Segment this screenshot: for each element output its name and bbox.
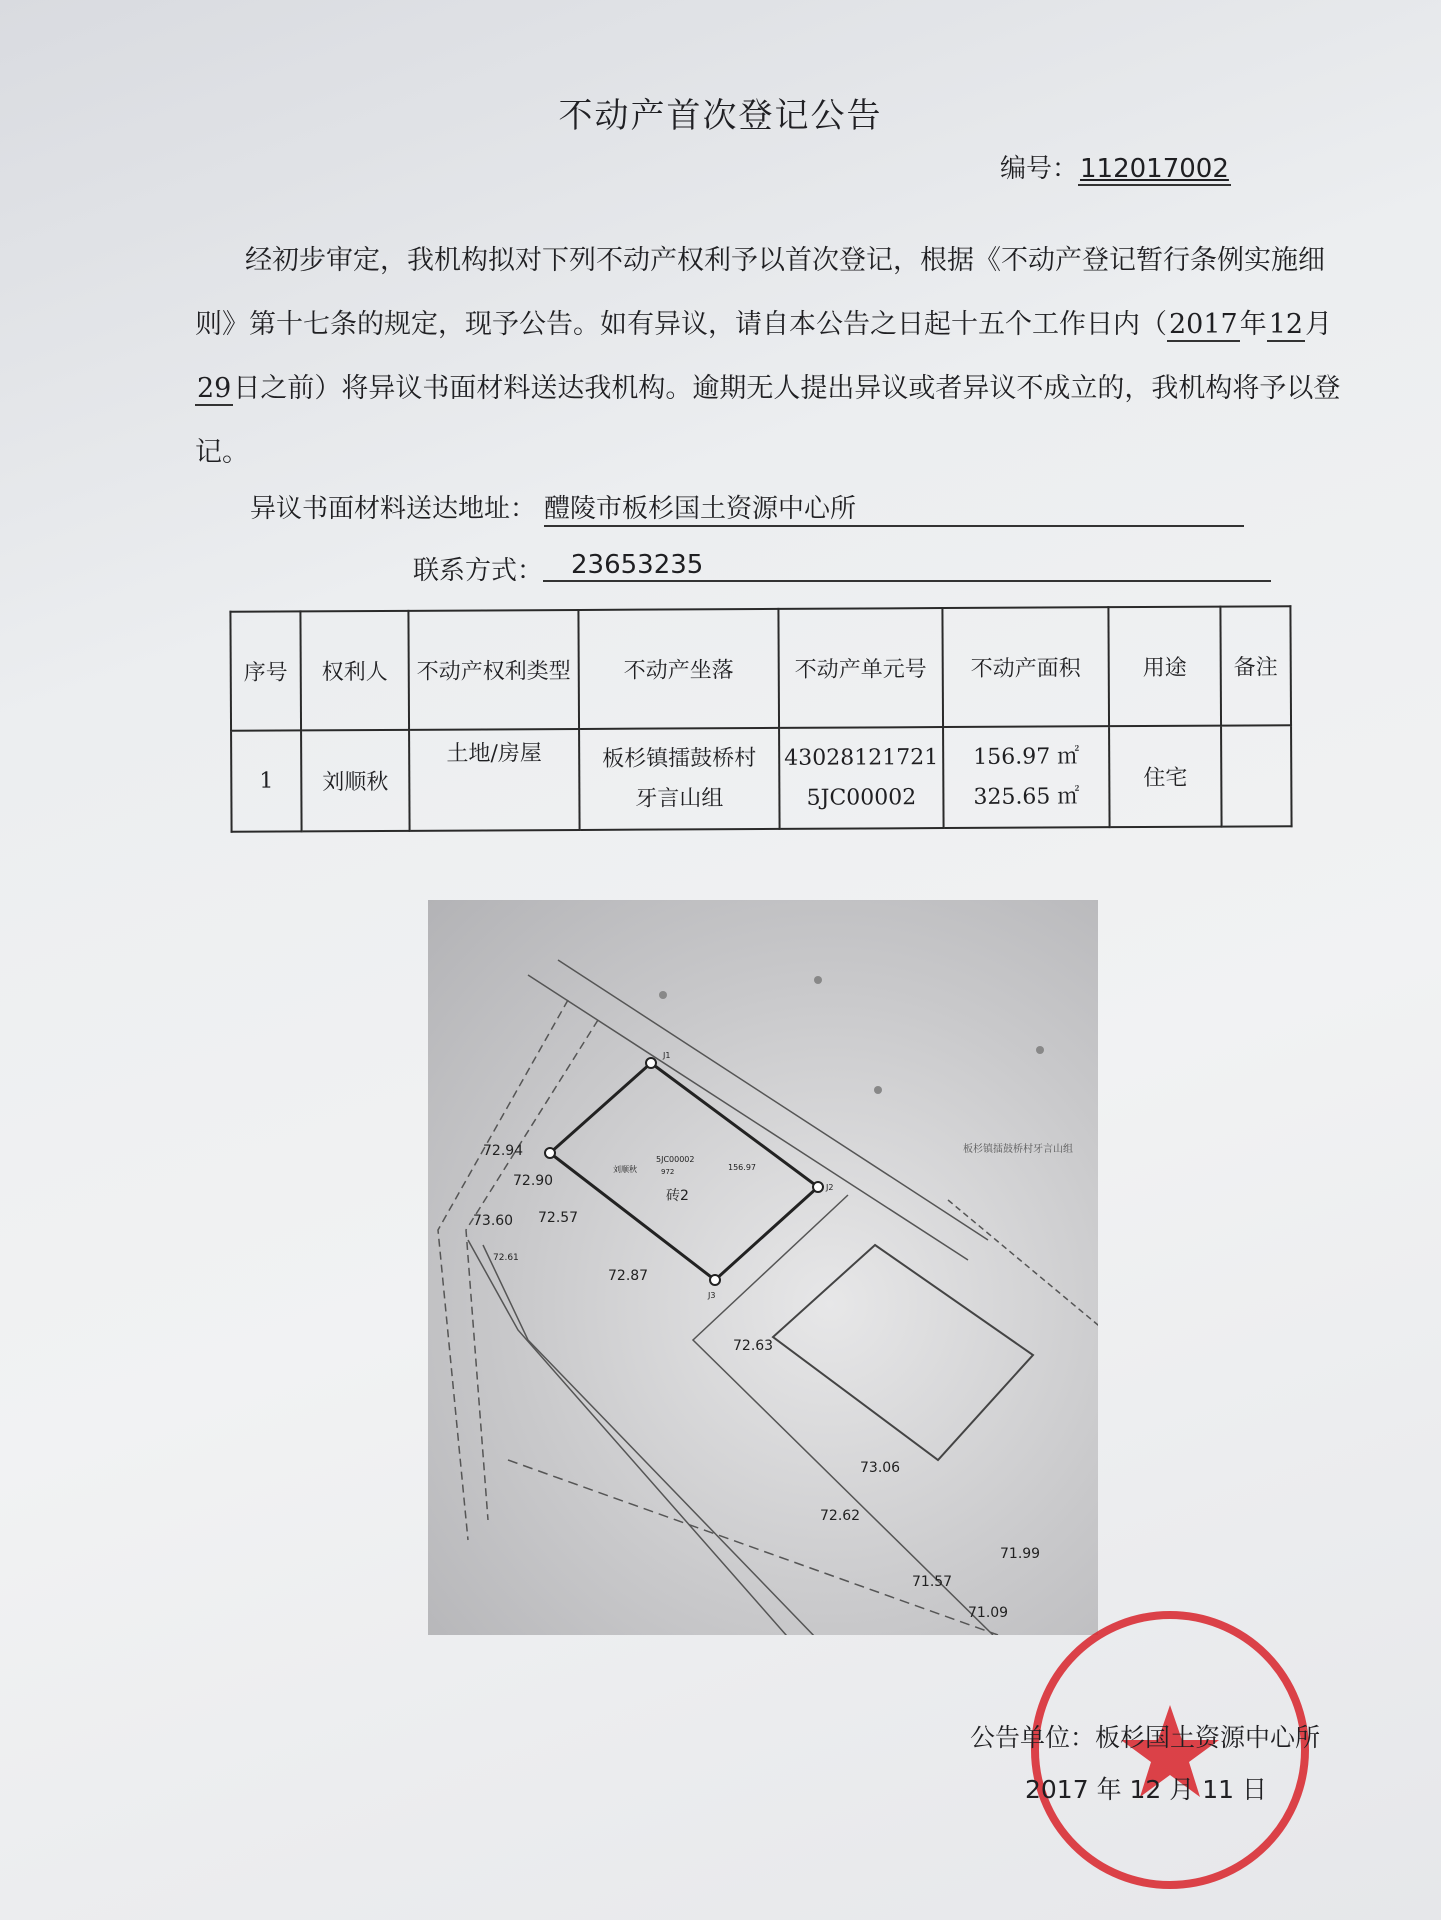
- parcel-code: 5JC00002: [656, 1155, 695, 1164]
- deadline-day: 29: [197, 373, 232, 404]
- issuing-unit-label: 公告单位：: [970, 1723, 1096, 1752]
- header-usage: 用途: [1108, 607, 1221, 727]
- unit-line-1: 43028121721: [784, 744, 939, 771]
- elev-label: 72.62: [820, 1508, 861, 1524]
- corner-label: J1: [663, 1051, 671, 1060]
- parcel-owner: 刘顺秋: [613, 1165, 637, 1174]
- parcel-area: 156.97: [728, 1163, 756, 1172]
- serial-label: 编号：: [1000, 154, 1079, 184]
- elev-label: 72.61: [493, 1253, 519, 1263]
- elev-label: 71.09: [968, 1605, 1009, 1621]
- year-unit: 年: [1239, 309, 1267, 340]
- header-note: 备注: [1220, 606, 1291, 725]
- deadline-year: 2017: [1169, 309, 1238, 340]
- elev-label: 72.63: [733, 1338, 774, 1354]
- elev-label: 73.06: [860, 1460, 901, 1476]
- elev-label: 71.99: [1000, 1546, 1041, 1562]
- header-unit-no: 不动产单元号: [778, 608, 943, 728]
- issue-date: 2017 年 12 月 11 日: [1025, 1775, 1267, 1804]
- body-line-3-text: 日之前）将异议书面材料送达我机构。逾期无人提出异议或者异议不成立的，我机构将予以登: [233, 373, 1341, 404]
- region-label: 板杉镇擂鼓桥村牙言山组: [963, 1144, 1073, 1155]
- contact-label: 联系方式：: [413, 556, 544, 586]
- location-line-2: 牙言山组: [635, 785, 724, 812]
- header-no: 序号: [230, 611, 301, 730]
- issuing-unit-value: 板杉国土资源中心所: [1095, 1723, 1321, 1752]
- cell-right-type: 土地/房屋: [409, 729, 580, 831]
- corner-label: J3: [708, 1291, 716, 1300]
- body-line-4: 记。: [195, 437, 249, 468]
- elev-label: 71.57: [912, 1574, 953, 1590]
- parcel-sub: 972: [661, 1168, 675, 1176]
- serial-number: [1000, 148, 1231, 185]
- header-right-type: 不动产权利类型: [408, 610, 579, 730]
- cell-area: [943, 726, 1110, 828]
- serial-value: 112017002: [1080, 154, 1229, 184]
- header-area: 不动产面积: [942, 607, 1109, 727]
- cell-note: [1221, 725, 1292, 826]
- body-line-2-text: 则》第十七条的规定，现予公告。如有异议，请自本公告之日起十五个工作日内（: [195, 309, 1167, 340]
- cell-unit-no: [779, 727, 944, 829]
- cell-no: 1: [231, 730, 302, 831]
- corner-label: J2: [826, 1183, 834, 1192]
- body-line-3: [195, 356, 1340, 422]
- contact-field: [413, 550, 704, 587]
- table-row: [231, 725, 1292, 832]
- cell-usage: 住宅: [1109, 726, 1222, 828]
- month-unit: 月: [1305, 309, 1333, 340]
- cell-location: [579, 728, 780, 830]
- issuing-unit: [970, 1718, 1320, 1754]
- body-line-1: 经初步审定，我机构拟对下列不动产权利予以首次登记，根据《不动产登记暂行条例实施细: [245, 245, 1325, 276]
- parcel-label: 砖2: [666, 1188, 689, 1204]
- notice-title: 不动产首次登记公告: [558, 96, 883, 136]
- contact-value: 23653235: [543, 550, 1271, 582]
- elev-label: 72.87: [608, 1268, 649, 1284]
- cadastral-map: [428, 900, 1098, 1635]
- location-line-1: 板杉镇擂鼓桥村: [602, 745, 757, 772]
- address-field: [250, 488, 857, 525]
- neighbor-parcel: [773, 1245, 1033, 1460]
- area-land: 156.97 ㎡: [973, 743, 1080, 770]
- table-header-row: [230, 606, 1291, 731]
- elev-label: 72.90: [513, 1173, 554, 1189]
- header-location: 不动产坐落: [578, 609, 779, 729]
- parcel-outline: [550, 1063, 818, 1280]
- elev-label: 73.60: [473, 1213, 514, 1229]
- address-value: 醴陵市板杉国土资源中心所: [544, 488, 1244, 527]
- cell-holder: 刘顺秋: [301, 730, 410, 832]
- address-label: 异议书面材料送达地址：: [250, 494, 537, 524]
- area-building: 325.65 ㎡: [973, 783, 1080, 810]
- deadline-month: 12: [1268, 309, 1304, 340]
- unit-line-2: 5JC00002: [806, 784, 917, 811]
- body-line-2: [195, 292, 1332, 358]
- header-holder: 权利人: [300, 611, 409, 731]
- elev-label: 72.57: [538, 1210, 579, 1226]
- map-drawing: [428, 900, 1098, 1635]
- registration-table: [229, 605, 1292, 833]
- elev-label: 72.94: [483, 1143, 524, 1159]
